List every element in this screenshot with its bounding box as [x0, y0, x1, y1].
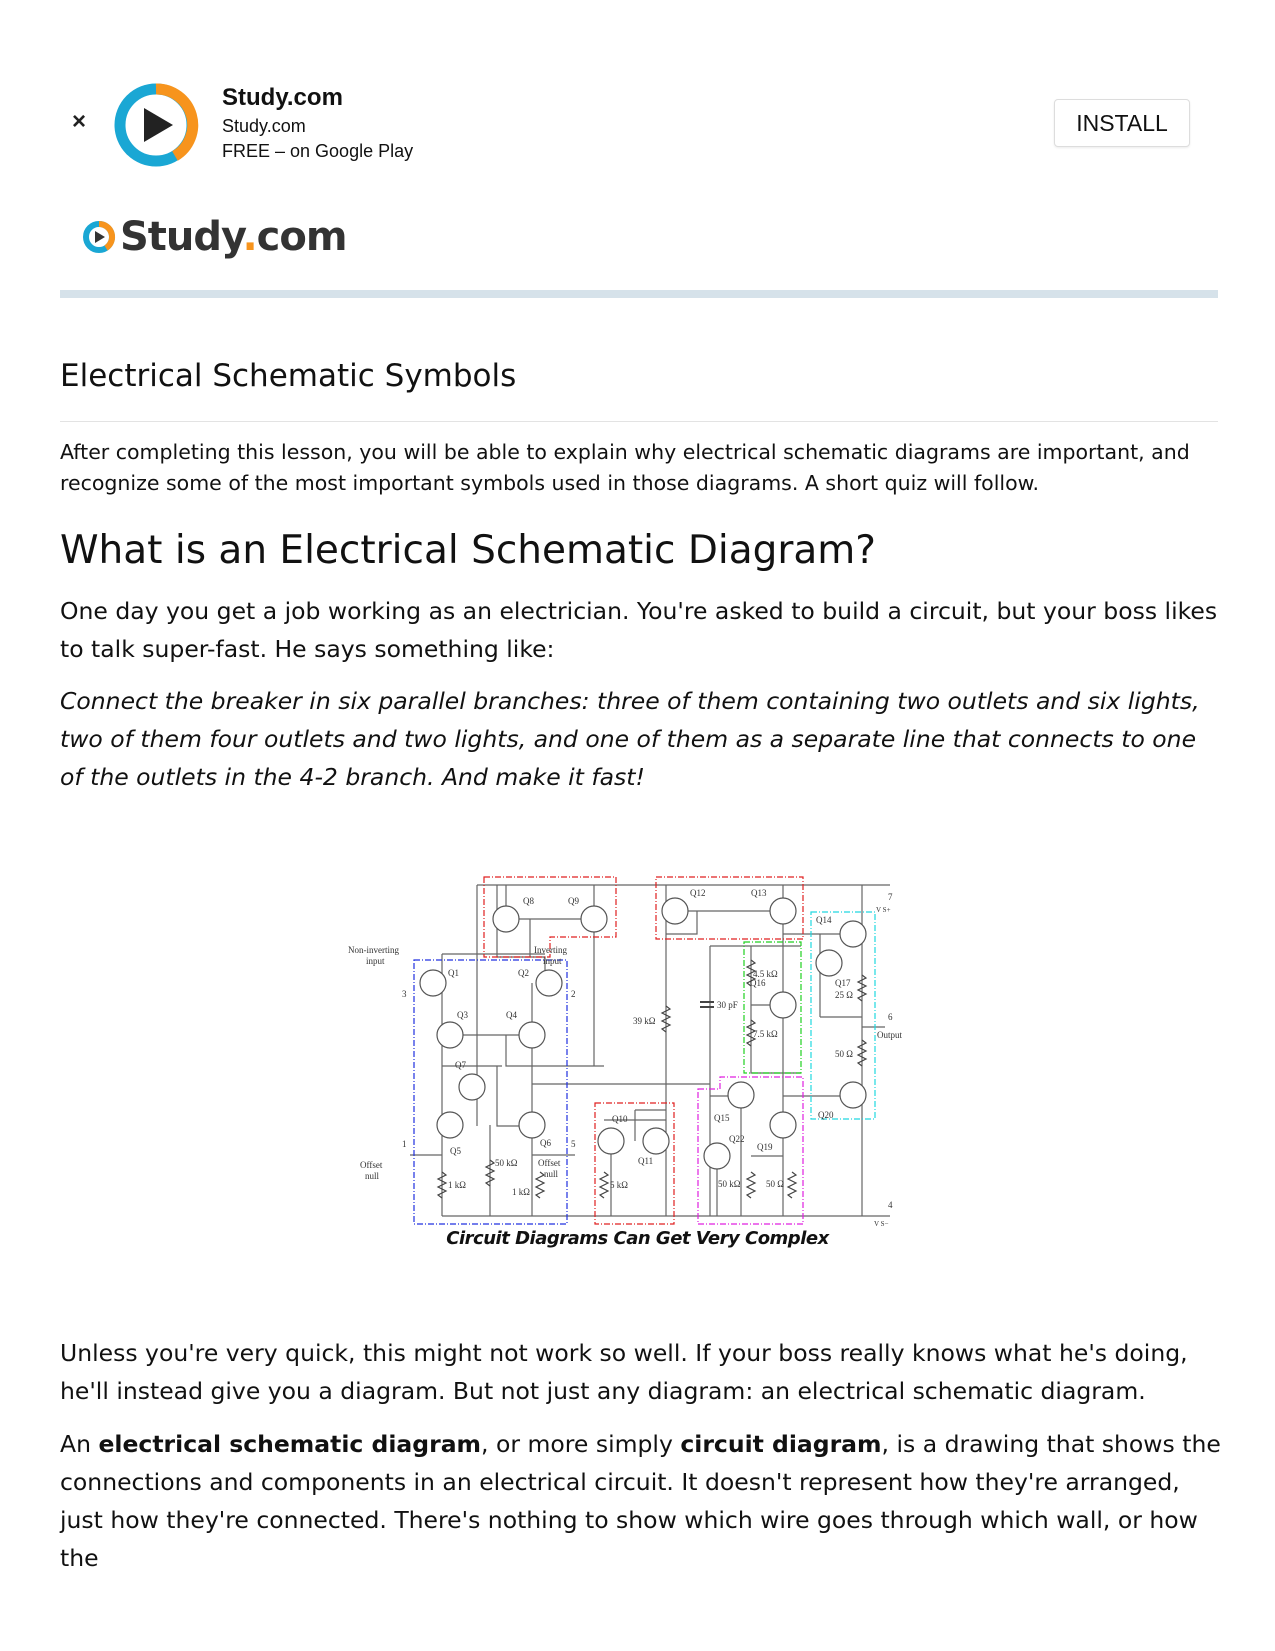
label-q12: Q12	[690, 888, 706, 898]
label-q8: Q8	[523, 896, 534, 906]
app-name: Study.com	[222, 84, 343, 111]
label-q6: Q6	[540, 1138, 551, 1148]
logo-text: Study.com	[120, 214, 347, 260]
label-pin3: 3	[402, 989, 407, 999]
label-q17: Q17	[835, 978, 851, 988]
label-7-5kohm: 7.5 kΩ	[753, 1029, 778, 1039]
lesson-summary: After completing this lesson, you will be able to explain why electrical schematic diagrams are important, and recognize some of the most important symbols used in those diagrams. A short quiz will follow.	[60, 440, 1190, 495]
circuit-diagram	[340, 820, 903, 1228]
label-null-r: null	[544, 1169, 559, 1179]
label-output: Output	[877, 1030, 903, 1040]
label-1kohm-b: 1 kΩ	[512, 1187, 530, 1197]
label-q9: Q9	[568, 896, 579, 906]
label-vs-plus: V S+	[876, 906, 891, 914]
section-heading: What is an Electrical Schematic Diagram?	[60, 528, 876, 573]
study-app-icon	[113, 82, 199, 168]
label-pin2: 2	[571, 989, 576, 999]
label-q10: Q10	[612, 1114, 628, 1124]
lesson-title: Electrical Schematic Symbols	[60, 358, 517, 394]
label-q22: Q22	[729, 1134, 745, 1144]
paragraph: Unless you're very quick, this might not work so well. If your boss really knows what he's doing, he'll instead give you a diagram. But not just any diagram: an electrical schematic diagram.	[60, 1339, 1188, 1405]
label-50kohm-l: 50 kΩ	[495, 1158, 518, 1168]
label-pin6: 6	[888, 1012, 893, 1022]
label-q15: Q15	[714, 1113, 730, 1123]
label-q4: Q4	[506, 1010, 517, 1020]
label-39kohm: 39 kΩ	[633, 1016, 656, 1026]
label-4-5kohm: 4.5 kΩ	[753, 969, 778, 979]
label-pin4: 4	[888, 1200, 893, 1210]
label-q2: Q2	[518, 968, 529, 978]
label-50ohm-r: 50 Ω	[766, 1179, 784, 1189]
label-pin1: 1	[402, 1139, 407, 1149]
label-offset-l: Offset	[360, 1160, 383, 1170]
paragraph: One day you get a job working as an electrician. You're asked to build a circuit, but your boss likes to talk super-fast. He says something like:	[60, 597, 1218, 663]
quote-paragraph: Connect the breaker in six parallel branches: three of them containing two outlets and six lights, two of them four outlets and two lights, and one of them as a separate line that connects to one of the outlets in the 4-2 branch. And make it fast!	[60, 687, 1200, 791]
divider	[60, 421, 1218, 422]
label-q5: Q5	[450, 1146, 461, 1156]
label-null-l: null	[365, 1171, 380, 1181]
term-electrical-schematic-diagram: electrical schematic diagram	[98, 1430, 482, 1458]
definition-paragraph: An electrical schematic diagram, or more simply circuit diagram, is a drawing that shows the connections and components in an electrical circuit. It doesn't represent how they're arranged, just how they're connected. There's nothing to show which wire goes through which wall, or how the	[60, 1430, 1221, 1572]
label-30pf: 30 pF	[717, 1000, 738, 1010]
study-logo[interactable]	[82, 214, 347, 260]
label-pin7: 7	[888, 892, 893, 902]
label-q14: Q14	[816, 915, 832, 925]
label-noninv-input: input	[366, 956, 385, 966]
label-q1: Q1	[448, 968, 459, 978]
logo-play-icon	[82, 220, 116, 254]
label-50kohm-r: 50 kΩ	[718, 1179, 741, 1189]
term-circuit-diagram: circuit diagram	[680, 1430, 882, 1458]
label-noninv: Non-inverting	[348, 945, 399, 955]
label-5kohm: 5 kΩ	[610, 1180, 628, 1190]
label-inv-input: input	[543, 956, 562, 966]
label-q7: Q7	[455, 1060, 466, 1070]
app-publisher: Study.com	[222, 116, 306, 136]
label-pin5: 5	[571, 1139, 576, 1149]
app-price: FREE – on Google Play	[222, 141, 414, 161]
label-q16: Q16	[750, 978, 766, 988]
close-banner-button[interactable]: ×	[72, 108, 87, 135]
figure-caption: Circuit Diagrams Can Get Very Complex	[446, 1228, 829, 1249]
label-vs-minus: V S−	[874, 1220, 889, 1228]
label-q11: Q11	[638, 1156, 654, 1166]
label-q3: Q3	[457, 1010, 468, 1020]
label-q19: Q19	[757, 1142, 773, 1152]
label-25ohm: 25 Ω	[835, 990, 853, 1000]
label-offset-r: Offset	[538, 1158, 561, 1168]
label-q20: Q20	[818, 1110, 834, 1120]
label-1kohm-a: 1 kΩ	[448, 1180, 466, 1190]
header-divider	[60, 290, 1218, 298]
label-q13: Q13	[751, 888, 767, 898]
install-button[interactable]: INSTALL	[1054, 99, 1190, 147]
label-50ohm-out: 50 Ω	[835, 1049, 853, 1059]
label-inv: Inverting	[534, 945, 567, 955]
